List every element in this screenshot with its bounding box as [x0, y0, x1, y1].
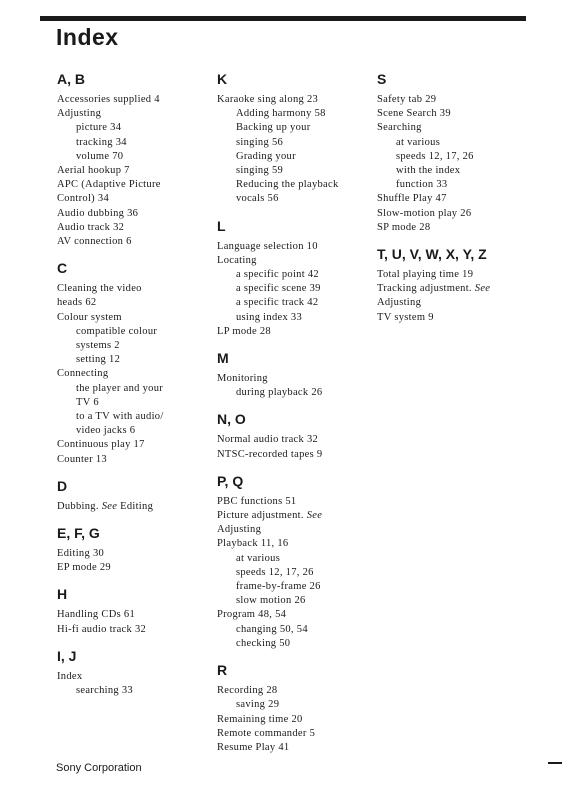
index-subentry: function 33 — [396, 179, 448, 191]
index-entry: Searching — [377, 122, 422, 134]
index-entry: Tracking adjustment. See — [377, 283, 491, 295]
index-entry: Audio dubbing 36 — [57, 207, 139, 219]
index-subentry: picture 34 — [76, 122, 122, 134]
index-subentry: TV 6 — [76, 396, 99, 408]
index-subentry: frame-by-frame 26 — [236, 581, 321, 593]
index-section — [57, 585, 207, 636]
index-subentry: Backing up your — [236, 122, 311, 134]
index-section — [217, 472, 367, 651]
index-subentry: using index 33 — [236, 311, 303, 323]
index-entry: heads 62 — [57, 297, 97, 309]
page-title: Index — [56, 24, 119, 50]
index-entry: Index — [57, 670, 83, 682]
index-subentry: volume 70 — [76, 150, 124, 162]
index-entry: Playback 11, 16 — [217, 538, 289, 550]
index-entry: Remote commander 5 — [217, 727, 316, 739]
index-entry: TV system 9 — [377, 311, 434, 323]
index-subentry: to a TV with audio/ — [76, 411, 164, 423]
index-subentry: saving 29 — [236, 699, 280, 711]
section-heading: K — [217, 71, 228, 87]
index-entry: AV connection 6 — [57, 236, 132, 248]
index-section — [57, 524, 207, 575]
index-entry: Continuous play 17 — [57, 439, 145, 451]
index-subentry: systems 2 — [76, 340, 120, 352]
index-subentry: singing 59 — [236, 165, 284, 177]
index-subentry: with the index — [396, 165, 461, 177]
index-entry: Safety tab 29 — [377, 94, 437, 105]
index-subentry: searching 33 — [76, 685, 133, 697]
index-subentry: the player and your — [76, 382, 164, 394]
section-heading: P, Q — [217, 472, 244, 489]
index-subentry: singing 56 — [236, 136, 284, 148]
index-entry: Locating — [217, 254, 257, 266]
index-subentry: setting 12 — [76, 354, 121, 366]
index-section — [57, 70, 207, 249]
index-section — [217, 349, 367, 400]
index-entry: Cleaning the video — [57, 283, 142, 295]
index-section — [217, 410, 367, 461]
section-heading: S — [377, 71, 387, 87]
index-column-2 — [217, 70, 367, 765]
index-section — [217, 661, 367, 755]
index-entry: Adjusting — [57, 108, 102, 120]
index-section — [57, 259, 207, 467]
top-rule — [40, 16, 526, 21]
index-entry: Karaoke sing along 23 — [217, 94, 319, 105]
index-entry: Adjusting — [217, 524, 262, 536]
section-heading: R — [217, 662, 228, 679]
section-heading: T, U, V, W, X, Y, Z — [377, 246, 487, 263]
index-entry: LP mode 28 — [217, 325, 271, 337]
section-heading: C — [57, 260, 68, 277]
section-heading: H — [57, 586, 68, 603]
corner-mark — [548, 762, 562, 764]
index-subentry: a specific scene 39 — [236, 283, 321, 295]
index-entry: Aerial hookup 7 — [57, 165, 130, 177]
index-column-3 — [377, 70, 527, 335]
index-entry: Accessories supplied 4 — [57, 94, 160, 105]
footer-company: Sony Corporation — [56, 762, 142, 774]
index-entry: Remaining time 20 — [217, 713, 303, 725]
section-heading: N, O — [217, 411, 246, 428]
index-subentry: at various — [396, 136, 441, 148]
index-entry: Picture adjustment. See — [217, 510, 323, 522]
index-entry: Slow-motion play 26 — [377, 207, 472, 219]
index-section — [377, 245, 527, 325]
index-subentry: speeds 12, 17, 26 — [396, 150, 474, 162]
index-section — [217, 70, 367, 207]
section-heading: M — [217, 350, 229, 367]
index-section — [377, 70, 527, 235]
index-section — [57, 477, 207, 514]
index-entry: Control) 34 — [57, 193, 110, 205]
index-entry: EP mode 29 — [57, 562, 111, 574]
index-entry: Monitoring — [217, 373, 268, 385]
index-entry: Scene Search 39 — [377, 108, 451, 120]
section-heading: I, J — [57, 647, 77, 664]
index-subentry: during playback 26 — [236, 387, 323, 399]
index-entry: Audio track 32 — [57, 221, 125, 233]
index-entry: Normal audio track 32 — [217, 434, 319, 446]
index-entry: APC (Adaptive Picture — [57, 179, 161, 191]
index-entry: Resume Play 41 — [217, 741, 290, 753]
index-subentry: compatible colour — [76, 325, 158, 337]
index-subentry: changing 50, 54 — [236, 623, 308, 635]
index-entry: Hi-fi audio track 32 — [57, 623, 147, 635]
section-heading: E, F, G — [57, 525, 100, 542]
index-entry: NTSC-recorded tapes 9 — [217, 448, 323, 460]
section-heading: D — [57, 477, 68, 494]
index-entry: Counter 13 — [57, 453, 107, 465]
index-subentry: at various — [236, 552, 281, 564]
index-entry: PBC functions 51 — [217, 495, 297, 507]
index-subentry: video jacks 6 — [76, 425, 136, 437]
index-subentry: a specific track 42 — [236, 297, 319, 309]
section-heading: A, B — [57, 71, 85, 87]
index-entry: Dubbing. See Editing — [57, 500, 154, 512]
index-entry: Colour system — [57, 311, 122, 323]
index-entry: SP mode 28 — [377, 221, 431, 233]
index-subentry: Grading your — [236, 150, 296, 162]
index-subentry: slow motion 26 — [236, 595, 306, 607]
index-entry: Language selection 10 — [217, 240, 318, 252]
index-column-1 — [57, 70, 207, 708]
index-subentry: checking 50 — [236, 637, 291, 649]
index-entry: Program 48, 54 — [217, 609, 287, 621]
index-entry: Shuffle Play 47 — [377, 193, 447, 205]
index-subentry: vocals 56 — [236, 193, 279, 205]
index-section — [217, 217, 367, 339]
index-entry: Recording 28 — [217, 685, 278, 697]
index-entry: Adjusting — [377, 297, 422, 309]
index-subentry: a specific point 42 — [236, 269, 319, 281]
index-subentry: speeds 12, 17, 26 — [236, 566, 314, 578]
index-entry: Total playing time 19 — [377, 269, 474, 281]
index-subentry: Reducing the playback — [236, 179, 339, 191]
index-entry: Editing 30 — [57, 548, 105, 560]
section-heading: L — [217, 217, 226, 234]
index-entry: Connecting — [57, 368, 109, 380]
index-section — [57, 647, 207, 698]
index-entry: Handling CDs 61 — [57, 609, 135, 621]
index-subentry: Adding harmony 58 — [236, 108, 326, 120]
index-subentry: tracking 34 — [76, 136, 127, 148]
